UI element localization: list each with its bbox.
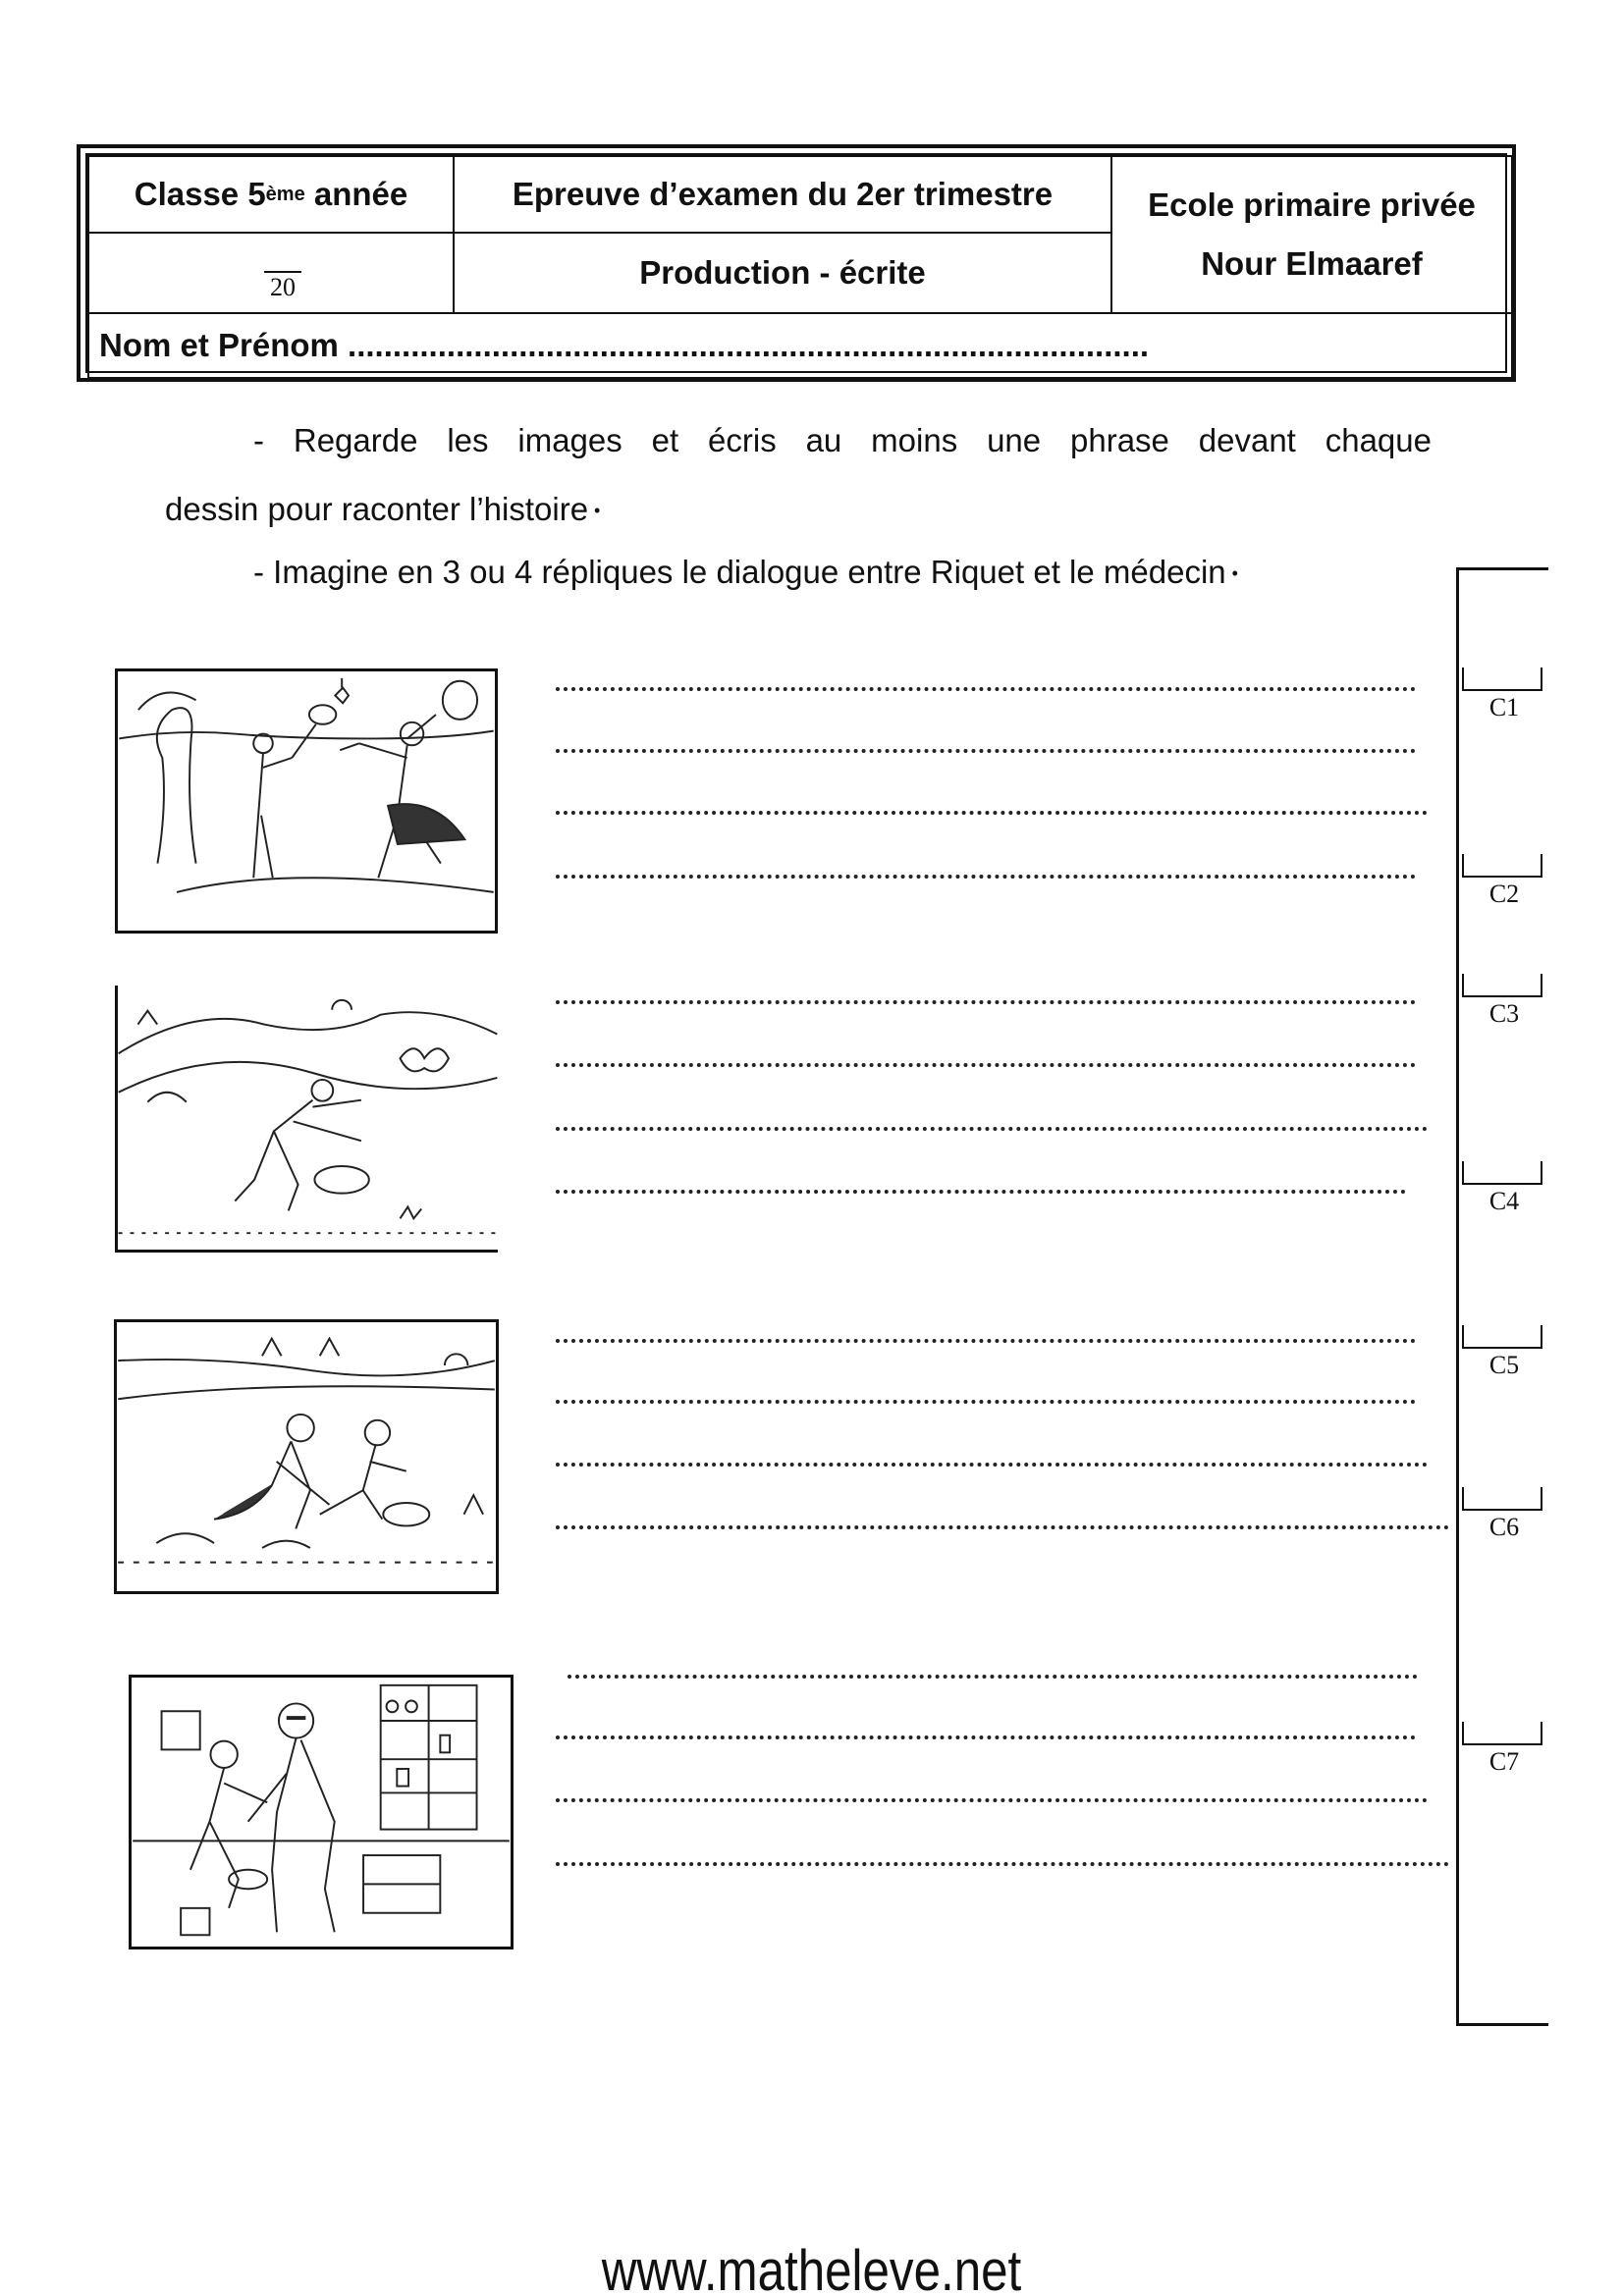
criteria-bracket <box>1456 567 1548 2026</box>
name-field <box>87 312 1513 379</box>
production-cell <box>453 232 1112 314</box>
writing-line[interactable] <box>568 1675 1418 1679</box>
instruction-1-continued: dessin pour raconter l’histoire • <box>165 491 601 527</box>
score-denominator: 20 <box>264 271 301 302</box>
criterion-c1: C1 <box>1460 667 1548 722</box>
criterion-c7: C7 <box>1460 1722 1548 1777</box>
class-label: Classe 5 <box>134 176 266 212</box>
boy-falling-chasing-butterfly-illustration <box>115 986 498 1253</box>
class-suffix: année <box>304 176 408 212</box>
writing-line[interactable] <box>556 1463 1428 1467</box>
instruction-1: - Regarde les images et écris au moins une phrase devant chaque <box>253 422 1432 458</box>
writing-line[interactable] <box>556 1525 1449 1529</box>
girl-helping-injured-boy-illustration <box>114 1319 499 1594</box>
writing-line[interactable] <box>556 1339 1416 1343</box>
bullet-icon: • <box>1231 563 1238 583</box>
writing-line[interactable] <box>556 687 1416 691</box>
name-label: Nom et Prénom ......................................................................................... <box>99 327 1150 363</box>
writing-line[interactable] <box>556 1000 1416 1004</box>
writing-line[interactable] <box>556 811 1428 815</box>
class-cell <box>87 155 455 234</box>
score-cell <box>87 232 455 314</box>
writing-line[interactable] <box>556 749 1416 753</box>
footer-url: www.matheleve.net <box>601 2239 1022 2296</box>
criterion-c2: C2 <box>1460 854 1548 909</box>
doctor-treating-boy-illustration <box>129 1675 514 1949</box>
header-table <box>77 144 1516 382</box>
criterion-c4: C4 <box>1460 1161 1548 1216</box>
criterion-c5: C5 <box>1460 1325 1548 1380</box>
criterion-c6: C6 <box>1460 1487 1548 1542</box>
production-title: Production - écrite <box>639 254 926 291</box>
exam-title-cell <box>453 155 1112 234</box>
children-catching-butterflies-illustration <box>115 668 498 934</box>
writing-line[interactable] <box>556 1862 1449 1866</box>
writing-line[interactable] <box>556 1798 1428 1802</box>
writing-line[interactable] <box>556 1063 1416 1067</box>
instruction-2: - Imagine en 3 ou 4 répliques le dialogue entre Riquet et le médecin • <box>253 554 1238 590</box>
school-cell <box>1110 155 1513 314</box>
writing-line[interactable] <box>556 875 1416 879</box>
exam-title: Epreuve d’examen du 2er trimestre <box>512 176 1054 212</box>
writing-line[interactable] <box>556 1127 1428 1131</box>
bullet-icon: • <box>594 501 601 520</box>
writing-line[interactable] <box>556 1735 1416 1739</box>
school-line-1: Ecole primaire privée <box>1148 187 1476 223</box>
school-line-2: Nour Elmaaref <box>1201 245 1423 282</box>
writing-line[interactable] <box>556 1400 1416 1404</box>
criterion-c3: C3 <box>1460 974 1548 1029</box>
writing-line[interactable] <box>556 1190 1406 1194</box>
class-superscript: ème <box>265 183 305 205</box>
